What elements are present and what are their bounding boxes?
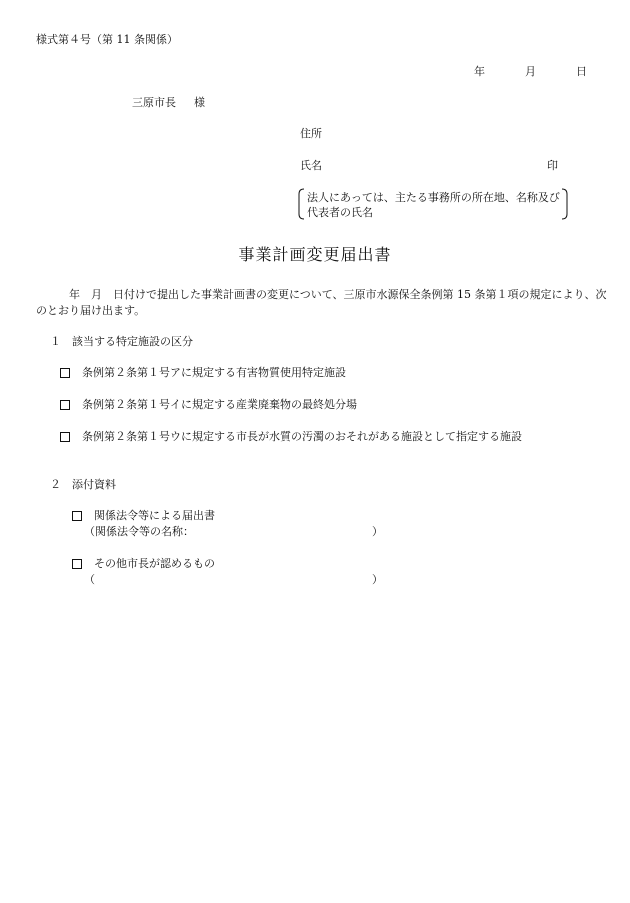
attachment-other-label: その他市長が認めるもの bbox=[94, 557, 215, 570]
body-paragraph: 年 月 日付けで提出した事業計画書の変更について、三原市水源保全条例第 15 条第１項の規定により、次のとおり届け出ます。 bbox=[36, 288, 607, 317]
other-detail-close: ） bbox=[372, 573, 383, 586]
corporate-note-line2: 代表者の氏名 bbox=[307, 206, 373, 219]
facility-option-a-label: 条例第２条第１号アに規定する有害物質使用特定施設 bbox=[82, 366, 346, 379]
addressee-honorific: 様 bbox=[194, 96, 205, 109]
facility-option-b-label: 条例第２条第１号イに規定する産業廃棄物の最終処分場 bbox=[82, 398, 357, 411]
attachment-other[interactable] bbox=[72, 557, 215, 572]
related-laws-name-close: ） bbox=[372, 525, 383, 538]
addressee-name: 三原市長 bbox=[132, 96, 176, 109]
corporate-note-line1: 法人にあっては、主たる事務所の所在地、名称及び bbox=[307, 191, 560, 204]
name-label: 氏名 bbox=[300, 159, 322, 172]
facility-option-a[interactable] bbox=[60, 366, 346, 381]
checkbox-icon[interactable] bbox=[60, 400, 70, 410]
section1-heading: １ 該当する特定施設の区分 bbox=[50, 335, 193, 348]
corporate-note bbox=[297, 188, 569, 220]
form-number: 様式第４号（第 11 条関係） bbox=[36, 33, 178, 46]
date-day-label: 日 bbox=[576, 65, 587, 78]
seal-label: 印 bbox=[547, 159, 558, 172]
checkbox-icon[interactable] bbox=[72, 511, 82, 521]
facility-option-c-label: 条例第２条第１号ウに規定する市長が水質の汚濁のおそれがある施設として指定する施設 bbox=[82, 430, 522, 443]
related-laws-name-open: （関係法令等の名称： bbox=[84, 525, 194, 538]
date-month-label: 月 bbox=[525, 65, 536, 78]
attachment-related-laws[interactable] bbox=[72, 509, 215, 524]
checkbox-icon[interactable] bbox=[60, 368, 70, 378]
address-label: 住所 bbox=[300, 127, 322, 140]
checkbox-icon[interactable] bbox=[60, 432, 70, 442]
other-detail-open: （ bbox=[84, 573, 95, 586]
attachment-related-laws-label: 関係法令等による届出書 bbox=[94, 509, 215, 522]
facility-option-c[interactable] bbox=[60, 430, 522, 445]
page-title: 事業計画変更届出書 bbox=[238, 245, 392, 264]
facility-option-b[interactable] bbox=[60, 398, 357, 413]
corporate-note-text bbox=[307, 190, 560, 220]
checkbox-icon[interactable] bbox=[72, 559, 82, 569]
section2-heading: ２ 添付資料 bbox=[50, 478, 116, 491]
date-year-label: 年 bbox=[474, 65, 485, 78]
